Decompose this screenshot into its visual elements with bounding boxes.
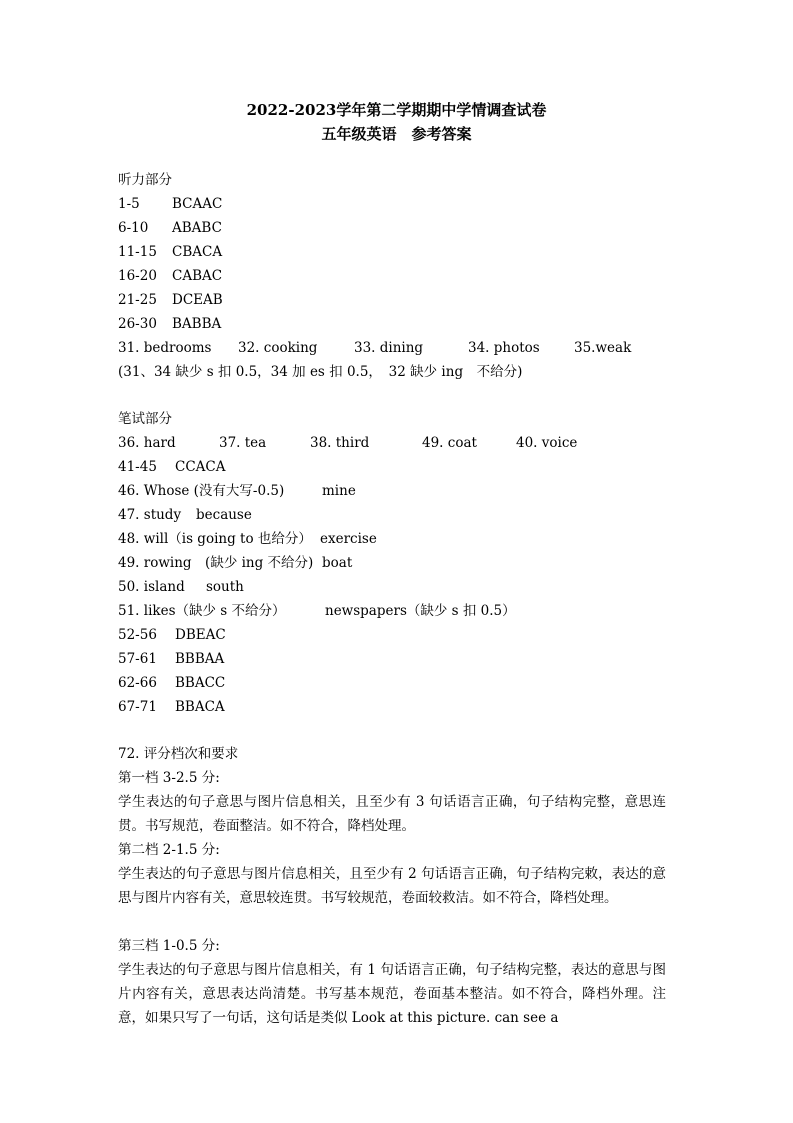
pair-row: 48. will（is going to 也给分） exercise — [118, 531, 377, 547]
answer-row: 52-56 DBEAC — [118, 627, 226, 643]
answer-row: 57-61 BBBAA — [118, 651, 225, 667]
pair-row: 51. likes（缺少 s 不给分） newspapers（缺少 s 扣 0.5） — [118, 603, 516, 619]
tier-description: 学生表达的句子意思与图片信息相关，且至少有 2 句话语言正确，句子结构完敕，表达的意思与图片内容有关，意思较连贯。书写较规范，卷面较救洁。如不符合，降档处理。 — [118, 866, 666, 906]
page-subtitle: 五年级英语 参考答案 — [321, 125, 472, 143]
section-heading-written: 笔试部分 — [118, 411, 172, 427]
answer-row: 11-15 CBACA — [118, 244, 223, 260]
tier-description: 学生表达的句子意思与图片信息相关，且至少有 3 句话语言正确，句子结构完整，意思连贯。书写规范，卷面整洁。如不符合，降档处理。 — [118, 794, 666, 834]
tier-label: 第一档 3-2.5 分: — [118, 770, 220, 786]
section-heading-listening: 听力部分 — [118, 172, 172, 188]
fill-in-row-written: 36. hard 37. tea 38. third 49. coat 40. voice — [118, 435, 578, 451]
tier-label: 第三档 1-0.5 分: — [118, 938, 220, 954]
pair-row: 46. Whose (没有大写-0.5) mine — [118, 483, 356, 499]
answer-row: 6-10 ABABC — [118, 220, 222, 236]
writing-heading: 72. 评分档次和要求 — [118, 746, 239, 762]
page-title: 2022-2023学年第二学期期中学情调查试卷 — [246, 101, 547, 119]
pair-row: 49. rowing (缺少 ing 不给分) boat — [118, 555, 353, 571]
answer-row: 1-5 BCAAC — [118, 196, 223, 212]
answer-row: 16-20 CABAC — [118, 268, 223, 284]
pair-row: 47. study because — [118, 507, 252, 523]
answer-row: 21-25 DCEAB — [118, 292, 223, 308]
answer-row: 41-45 CCACA — [118, 459, 226, 475]
answer-row: 67-71 BBACA — [118, 699, 225, 715]
answer-row: 62-66 BBACC — [118, 675, 226, 691]
pair-row: 50. island south — [118, 579, 244, 595]
tier-description: 学生表达的句子意思与图片信息相关，有 1 句话语言正确，句子结构完整，表达的意思与图片内容有关，意思表达尚清楚。书写基本规范，卷面基本整洁。如不符合，降档外理。注意，如果只写了一句话，这句话是类似 Look at this picture. can see a — [118, 962, 666, 1026]
scoring-note: (31、34 缺少 s 扣 0.5，34 加 es 扣 0.5， 32 缺少 ing 不给分) — [118, 364, 523, 380]
fill-in-row-listening: 31. bedrooms 32. cooking 33. dining 34. photos 35.weak — [118, 340, 632, 356]
answer-row: 26-30 BABBA — [118, 316, 222, 332]
tier-label: 第二档 2-1.5 分: — [118, 842, 220, 858]
